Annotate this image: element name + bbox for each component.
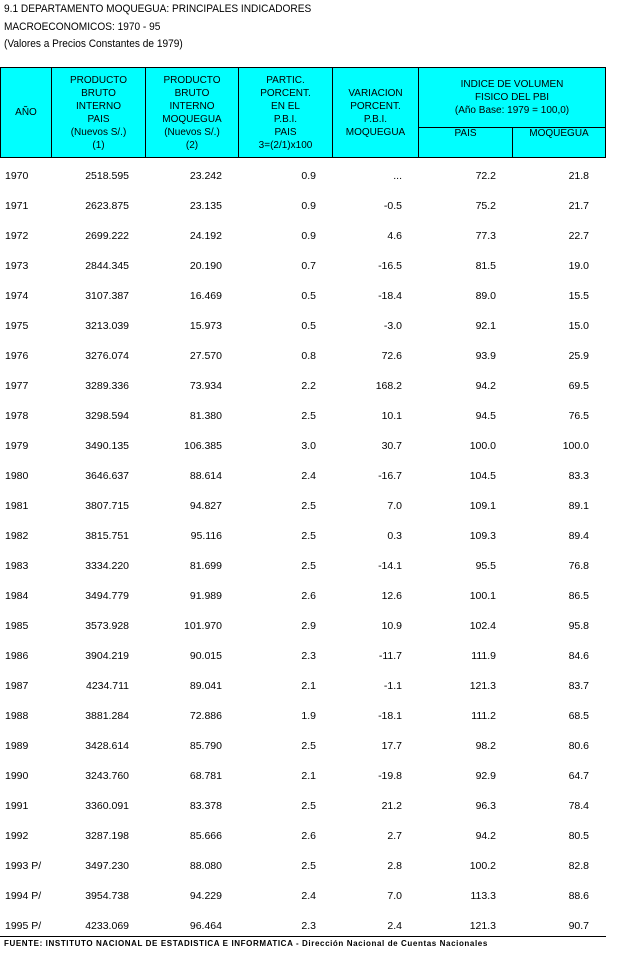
header-text: PAIS bbox=[454, 128, 477, 139]
variacion-cell: 168.2 bbox=[375, 380, 402, 392]
pbi-moquegua-cell: 101.970 bbox=[184, 620, 222, 632]
particip-cell: 2.5 bbox=[301, 860, 316, 872]
indice-moquegua-cell: 83.7 bbox=[568, 680, 589, 692]
pbi-moquegua-cell: 91.989 bbox=[189, 590, 222, 602]
indice-moquegua-cell: 83.3 bbox=[568, 470, 589, 482]
particip-cell: 2.5 bbox=[301, 740, 316, 752]
table-row bbox=[0, 400, 606, 430]
pbi-moquegua-cell: 96.464 bbox=[189, 920, 222, 932]
indice-pais-cell: 121.3 bbox=[469, 920, 496, 932]
year-cell: 1977 bbox=[5, 380, 29, 392]
variacion-cell: 2.8 bbox=[387, 860, 402, 872]
variacion-cell: 4.6 bbox=[387, 230, 402, 242]
variacion-cell: 2.4 bbox=[387, 920, 402, 932]
year-cell: 1982 bbox=[5, 530, 29, 542]
indice-moquegua-cell: 88.6 bbox=[568, 890, 589, 902]
indice-pais-cell: 104.5 bbox=[469, 470, 496, 482]
header-particip bbox=[239, 68, 333, 157]
particip-cell: 0.7 bbox=[301, 260, 316, 272]
pbi-moquegua-cell: 15.973 bbox=[189, 320, 222, 332]
variacion-cell: -0.5 bbox=[383, 200, 402, 212]
table-row bbox=[0, 610, 606, 640]
particip-cell: 2.3 bbox=[301, 650, 316, 662]
year-cell: 1995 P/ bbox=[5, 920, 42, 932]
year-cell: 1978 bbox=[5, 410, 29, 422]
year-cell: 1991 bbox=[5, 800, 29, 812]
year-cell: 1994 P/ bbox=[5, 890, 42, 902]
particip-cell: 2.5 bbox=[301, 410, 316, 422]
year-cell: 1987 bbox=[5, 680, 29, 692]
header-text: INTERNO bbox=[169, 100, 215, 112]
indice-pais-cell: 113.3 bbox=[470, 890, 496, 902]
pbi-moquegua-cell: 16.469 bbox=[189, 290, 222, 302]
table-row bbox=[0, 880, 606, 910]
pbi-moquegua-cell: 27.570 bbox=[189, 350, 222, 362]
pbi-moquegua-cell: 73.934 bbox=[189, 380, 222, 392]
table-title: 9.1 DEPARTAMENTO MOQUEGUA: PRINCIPALES INDICADORES bbox=[4, 3, 312, 15]
header-text: P.B.I. bbox=[363, 113, 388, 125]
table-row bbox=[0, 460, 606, 490]
header-indice bbox=[419, 68, 605, 127]
variacion-cell: -3.0 bbox=[383, 320, 402, 332]
pbi-moquegua-cell: 23.242 bbox=[189, 170, 222, 182]
pbi-pais-cell: 3428.614 bbox=[85, 740, 129, 752]
particip-cell: 2.6 bbox=[301, 590, 316, 602]
pbi-moquegua-cell: 23.135 bbox=[189, 200, 222, 212]
pbi-moquegua-cell: 89.041 bbox=[189, 680, 222, 692]
header-text: PRODUCTO bbox=[69, 74, 128, 86]
pbi-pais-cell: 2518.595 bbox=[85, 170, 129, 182]
pbi-moquegua-cell: 85.790 bbox=[189, 740, 222, 752]
header-text: FISICO DEL PBI bbox=[474, 92, 550, 103]
pbi-pais-cell: 3287.198 bbox=[85, 830, 129, 842]
particip-cell: 2.5 bbox=[301, 530, 316, 542]
pbi-pais-cell: 3807.715 bbox=[85, 500, 129, 512]
table-row bbox=[0, 370, 606, 400]
header-text: VARIACION bbox=[348, 87, 403, 99]
pbi-pais-cell: 2699.222 bbox=[85, 230, 129, 242]
header-text: MOQUEGUA bbox=[162, 113, 222, 125]
particip-cell: 2.5 bbox=[301, 800, 316, 812]
variacion-cell: ... bbox=[393, 170, 402, 182]
table-row bbox=[0, 550, 606, 580]
pbi-pais-cell: 3298.594 bbox=[85, 410, 129, 422]
header-text: PORCENT. bbox=[350, 100, 401, 112]
indice-moquegua-cell: 22.7 bbox=[568, 230, 589, 242]
year-cell: 1976 bbox=[5, 350, 29, 362]
indice-pais-cell: 111.2 bbox=[471, 710, 496, 722]
indice-pais-cell: 100.2 bbox=[469, 860, 496, 872]
variacion-cell: 30.7 bbox=[381, 440, 402, 452]
particip-cell: 2.5 bbox=[301, 500, 316, 512]
table-row bbox=[0, 700, 606, 730]
indice-pais-cell: 92.1 bbox=[475, 320, 496, 332]
indice-moquegua-cell: 68.5 bbox=[568, 710, 589, 722]
table-row bbox=[0, 820, 606, 850]
pbi-pais-cell: 3573.928 bbox=[85, 620, 129, 632]
header-text: INTERNO bbox=[76, 100, 121, 112]
variacion-cell: 7.0 bbox=[387, 500, 402, 512]
table-row bbox=[0, 280, 606, 310]
header-text: BRUTO bbox=[81, 87, 116, 99]
table-row bbox=[0, 850, 606, 880]
header-text: MOQUEGUA bbox=[345, 126, 406, 138]
indice-pais-cell: 94.2 bbox=[475, 380, 496, 392]
year-cell: 1974 bbox=[5, 290, 29, 302]
pbi-moquegua-cell: 95.116 bbox=[190, 530, 222, 542]
year-cell: 1993 P/ bbox=[5, 860, 42, 872]
header-text: PARTIC. bbox=[266, 74, 305, 86]
pbi-pais-cell: 3107.387 bbox=[85, 290, 129, 302]
indice-pais-cell: 92.9 bbox=[475, 770, 496, 782]
variacion-cell: 10.1 bbox=[381, 410, 402, 422]
indice-pais-cell: 77.3 bbox=[475, 230, 496, 242]
pbi-pais-cell: 2623.875 bbox=[85, 200, 129, 212]
indice-pais-cell: 111.9 bbox=[471, 650, 496, 662]
indice-moquegua-cell: 76.8 bbox=[568, 560, 589, 572]
indice-pais-cell: 93.9 bbox=[475, 350, 496, 362]
particip-cell: 2.6 bbox=[301, 830, 316, 842]
pbi-moquegua-cell: 85.666 bbox=[189, 830, 222, 842]
pbi-pais-cell: 3490.135 bbox=[85, 440, 129, 452]
indice-pais-cell: 98.2 bbox=[475, 740, 496, 752]
pbi-moquegua-cell: 94.229 bbox=[189, 890, 222, 902]
header-variacion bbox=[333, 68, 419, 157]
header-text: PAIS bbox=[274, 126, 297, 138]
pbi-moquegua-cell: 81.699 bbox=[189, 560, 222, 572]
indice-moquegua-cell: 21.8 bbox=[568, 170, 589, 182]
pbi-moquegua-cell: 90.015 bbox=[189, 650, 222, 662]
indice-pais-cell: 96.3 bbox=[475, 800, 496, 812]
variacion-cell: 12.6 bbox=[381, 590, 402, 602]
table-row bbox=[0, 220, 606, 250]
pbi-moquegua-cell: 20.190 bbox=[189, 260, 222, 272]
indice-pais-cell: 72.2 bbox=[475, 170, 496, 182]
table-row bbox=[0, 340, 606, 370]
pbi-pais-cell: 3276.074 bbox=[85, 350, 129, 362]
indice-moquegua-cell: 80.6 bbox=[568, 740, 589, 752]
pbi-pais-cell: 3815.751 bbox=[85, 530, 129, 542]
year-cell: 1980 bbox=[5, 470, 29, 482]
header-text: (2) bbox=[185, 139, 199, 151]
indice-moquegua-cell: 80.5 bbox=[568, 830, 589, 842]
pbi-pais-cell: 3334.220 bbox=[85, 560, 129, 572]
particip-cell: 2.9 bbox=[301, 620, 316, 632]
indice-pais-cell: 81.5 bbox=[475, 260, 496, 272]
year-cell: 1984 bbox=[5, 590, 29, 602]
year-cell: 1985 bbox=[5, 620, 29, 632]
header-text: (1) bbox=[92, 139, 105, 151]
year-cell: 1981 bbox=[5, 500, 29, 512]
table-subtitle: MACROECONOMICOS: 1970 - 95 bbox=[4, 21, 161, 33]
table-row bbox=[0, 730, 606, 760]
header-indice-pais bbox=[419, 127, 513, 157]
year-cell: 1973 bbox=[5, 260, 29, 272]
pbi-moquegua-cell: 72.886 bbox=[189, 710, 222, 722]
particip-cell: 0.9 bbox=[301, 230, 316, 242]
year-cell: 1971 bbox=[5, 200, 29, 212]
pbi-pais-cell: 2844.345 bbox=[85, 260, 129, 272]
variacion-cell: -14.1 bbox=[378, 560, 402, 572]
particip-cell: 2.3 bbox=[301, 920, 316, 932]
indice-pais-cell: 109.1 bbox=[469, 500, 496, 512]
particip-cell: 0.9 bbox=[301, 200, 316, 212]
indice-pais-cell: 121.3 bbox=[469, 680, 496, 692]
table-row bbox=[0, 520, 606, 550]
header-text: (Año Base: 1979 = 100,0) bbox=[454, 105, 570, 116]
particip-cell: 0.5 bbox=[301, 320, 316, 332]
header-text: EN EL bbox=[271, 100, 300, 112]
indice-moquegua-cell: 90.7 bbox=[568, 920, 589, 932]
indice-moquegua-cell: 25.9 bbox=[568, 350, 589, 362]
pbi-pais-cell: 3646.637 bbox=[85, 470, 129, 482]
variacion-cell: -18.4 bbox=[378, 290, 402, 302]
header-pbi-pais bbox=[52, 68, 146, 157]
header-year-label: AÑO bbox=[15, 107, 37, 118]
pbi-moquegua-cell: 106.385 bbox=[184, 440, 222, 452]
particip-cell: 2.5 bbox=[301, 560, 316, 572]
pbi-pais-cell: 3954.738 bbox=[85, 890, 129, 902]
variacion-cell: 2.7 bbox=[387, 830, 402, 842]
table-note: (Valores a Precios Constantes de 1979) bbox=[4, 38, 183, 50]
indice-pais-cell: 102.4 bbox=[469, 620, 496, 632]
table-row bbox=[0, 250, 606, 280]
indice-moquegua-cell: 15.0 bbox=[568, 320, 589, 332]
year-cell: 1989 bbox=[5, 740, 29, 752]
pbi-moquegua-cell: 94.827 bbox=[189, 500, 222, 512]
pbi-pais-cell: 3243.760 bbox=[85, 770, 129, 782]
indice-moquegua-cell: 21.7 bbox=[568, 200, 589, 212]
header-text: (Nuevos S/.) bbox=[70, 126, 127, 138]
indice-moquegua-cell: 86.5 bbox=[568, 590, 589, 602]
particip-cell: 2.4 bbox=[301, 890, 316, 902]
indice-moquegua-cell: 89.1 bbox=[568, 500, 589, 512]
pbi-pais-cell: 3213.039 bbox=[85, 320, 129, 332]
variacion-cell: 0.3 bbox=[387, 530, 402, 542]
indice-moquegua-cell: 64.7 bbox=[568, 770, 589, 782]
indice-pais-cell: 95.5 bbox=[475, 560, 496, 572]
particip-cell: 1.9 bbox=[301, 710, 316, 722]
header-pbi-moquegua bbox=[146, 68, 239, 157]
header-year bbox=[1, 68, 52, 157]
variacion-cell: 21.2 bbox=[381, 800, 402, 812]
pbi-pais-cell: 4234.711 bbox=[85, 680, 129, 692]
footer-divider bbox=[0, 936, 606, 937]
header-text: (Nuevos S/.) bbox=[164, 126, 220, 138]
table-row bbox=[0, 790, 606, 820]
indice-moquegua-cell: 15.5 bbox=[568, 290, 589, 302]
variacion-cell: -18.1 bbox=[378, 710, 402, 722]
indice-moquegua-cell: 19.0 bbox=[568, 260, 589, 272]
indice-moquegua-cell: 95.8 bbox=[568, 620, 589, 632]
indice-moquegua-cell: 78.4 bbox=[568, 800, 589, 812]
particip-cell: 0.9 bbox=[301, 170, 316, 182]
indice-pais-cell: 100.0 bbox=[469, 440, 496, 452]
indice-pais-cell: 109.3 bbox=[469, 530, 496, 542]
indice-moquegua-cell: 89.4 bbox=[568, 530, 589, 542]
particip-cell: 2.4 bbox=[301, 470, 316, 482]
pbi-pais-cell: 3289.336 bbox=[85, 380, 129, 392]
pbi-pais-cell: 3360.091 bbox=[85, 800, 129, 812]
header-text: PRODUCTO bbox=[163, 74, 221, 86]
pbi-pais-cell: 3881.284 bbox=[85, 710, 129, 722]
table-row bbox=[0, 670, 606, 700]
variacion-cell: 7.0 bbox=[387, 890, 402, 902]
header-indice-moquegua bbox=[513, 127, 605, 157]
indice-moquegua-cell: 100.0 bbox=[562, 440, 589, 452]
variacion-cell: 10.9 bbox=[381, 620, 402, 632]
indice-pais-cell: 89.0 bbox=[475, 290, 496, 302]
indice-pais-cell: 94.2 bbox=[475, 830, 496, 842]
header-text: MOQUEGUA bbox=[529, 128, 589, 139]
header-text: P.B.I. bbox=[273, 113, 298, 125]
variacion-cell: 17.7 bbox=[381, 740, 402, 752]
table-row bbox=[0, 190, 606, 220]
indice-moquegua-cell: 76.5 bbox=[568, 410, 589, 422]
source-footer: FUENTE: INSTITUTO NACIONAL DE ESTADISTICA E INFORMATICA - Dirección Nacional de Cuentas Nacionales bbox=[4, 939, 488, 948]
year-cell: 1970 bbox=[5, 170, 29, 182]
year-cell: 1975 bbox=[5, 320, 29, 332]
indice-moquegua-cell: 69.5 bbox=[568, 380, 589, 392]
variacion-cell: -11.7 bbox=[378, 650, 402, 662]
pbi-pais-cell: 3904.219 bbox=[85, 650, 129, 662]
year-cell: 1988 bbox=[5, 710, 29, 722]
table-header bbox=[0, 67, 606, 158]
year-cell: 1979 bbox=[5, 440, 29, 452]
table-row bbox=[0, 640, 606, 670]
year-cell: 1983 bbox=[5, 560, 29, 572]
pbi-pais-cell: 3494.779 bbox=[85, 590, 129, 602]
indice-moquegua-cell: 84.6 bbox=[568, 650, 589, 662]
particip-cell: 2.2 bbox=[301, 380, 316, 392]
indice-moquegua-cell: 82.8 bbox=[568, 860, 589, 872]
header-text: INDICE DE VOLUMEN bbox=[460, 79, 564, 90]
table-row bbox=[0, 160, 606, 190]
year-cell: 1992 bbox=[5, 830, 29, 842]
pbi-moquegua-cell: 88.080 bbox=[189, 860, 222, 872]
indice-pais-cell: 75.2 bbox=[475, 200, 496, 212]
table-row bbox=[0, 490, 606, 520]
table-row bbox=[0, 430, 606, 460]
pbi-moquegua-cell: 83.378 bbox=[189, 800, 222, 812]
indice-pais-cell: 100.1 bbox=[469, 590, 496, 602]
particip-cell: 3.0 bbox=[301, 440, 316, 452]
particip-cell: 2.1 bbox=[301, 770, 316, 782]
header-text: PAIS bbox=[87, 113, 110, 125]
year-cell: 1986 bbox=[5, 650, 29, 662]
table-row bbox=[0, 310, 606, 340]
table-row bbox=[0, 760, 606, 790]
pbi-moquegua-cell: 68.781 bbox=[189, 770, 222, 782]
variacion-cell: -1.1 bbox=[383, 680, 402, 692]
pbi-pais-cell: 4233.069 bbox=[85, 920, 129, 932]
pbi-pais-cell: 3497.230 bbox=[85, 860, 129, 872]
header-text: 3=(2/1)x100 bbox=[258, 139, 313, 151]
pbi-moquegua-cell: 88.614 bbox=[189, 470, 222, 482]
particip-cell: 0.8 bbox=[301, 350, 316, 362]
particip-cell: 0.5 bbox=[301, 290, 316, 302]
year-cell: 1990 bbox=[5, 770, 29, 782]
variacion-cell: -19.8 bbox=[378, 770, 402, 782]
header-text: PORCENT. bbox=[260, 87, 311, 99]
pbi-moquegua-cell: 81.380 bbox=[189, 410, 222, 422]
header-text: BRUTO bbox=[174, 87, 210, 99]
year-cell: 1972 bbox=[5, 230, 29, 242]
table-row bbox=[0, 580, 606, 610]
variacion-cell: 72.6 bbox=[381, 350, 402, 362]
pbi-moquegua-cell: 24.192 bbox=[189, 230, 222, 242]
variacion-cell: -16.5 bbox=[378, 260, 402, 272]
variacion-cell: -16.7 bbox=[378, 470, 402, 482]
particip-cell: 2.1 bbox=[301, 680, 316, 692]
indice-pais-cell: 94.5 bbox=[475, 410, 496, 422]
